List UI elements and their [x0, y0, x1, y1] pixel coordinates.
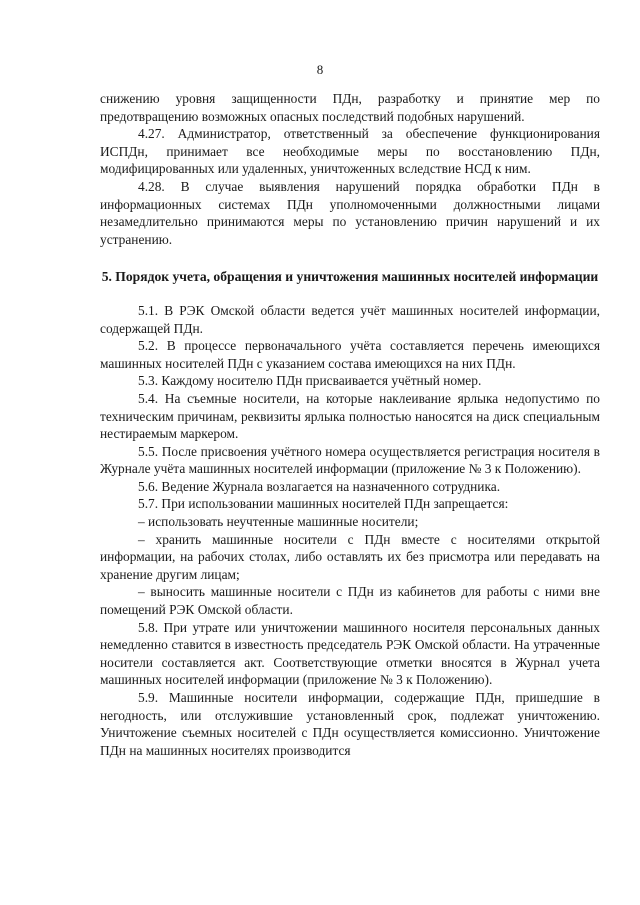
paragraph-5-1: 5.1. В РЭК Омской области ведется учёт машинных носителей информации, содержащей ПДн. [100, 302, 600, 336]
paragraph-5-4: 5.4. На съемные носители, на которые наклеивание ярлыка недопустимо по техническим причинам, реквизиты ярлыка полностью наносятся на диск специальным нестираемым маркером. [100, 390, 600, 442]
paragraph-5-9: 5.9. Машинные носители информации, содержащие ПДн, пришедшие в негодность, или отслужившие установленный срок, подлежат уничтожению. Уничтожение съемных носителей с ПДн осуществляется комиссионно. Уничтожение ПДн на машинных носителях производится [100, 690, 600, 758]
paragraph-5-3: 5.3. Каждому носителю ПДн присваивается учётный номер. [138, 373, 482, 389]
paragraph-5-7: 5.7. При использовании машинных носителей ПДн запрещается: [138, 496, 509, 512]
paragraph-4-28: 4.28. В случае выявления нарушений порядка обработки ПДн в информационных системах ПДн уполномоченными должностными лицами незамедлительно принимаются меры по установлению причин нарушений и их устранению. [100, 178, 600, 247]
section-heading: 5. Порядок учета, обращения и уничтожения машинных носителей информации [101, 269, 599, 285]
page-number: 8 [316, 62, 324, 77]
list-item-dash-1: – использовать неучтенные машинные носители; [138, 514, 419, 530]
paragraph-4-27: 4.27. Администратор, ответственный за обеспечение функционирования ИСПДн, принимает все необходимые меры по восстановлению ПДн, модифицированных или удаленных, уничтоженных вследствие НСД к ним. [100, 126, 600, 177]
list-item-dash-2: – хранить машинные носители с ПДн вместе с носителями открытой информации, на рабочих столах, либо оставлять их без присмотра или передавать на хранение другим лицам; [100, 531, 600, 582]
list-item-dash-3: – выносить машинные носители с ПДн из кабинетов для работы с ними вне помещений РЭК Омской области. [100, 584, 600, 618]
paragraph-5-8: 5.8. При утрате или уничтожении машинного носителя персональных данных немедленно ставится в известность председатель РЭК Омской области. На утраченные носители составляется акт. Соответствующие отметки вносятся в Журнал учета машинных носителей информации (приложение № 3 к Положению). [100, 619, 600, 688]
paragraph-5-2: 5.2. В процессе первоначального учёта составляется перечень имеющихся машинных носителей ПДн с указанием состава имеющихся на них ПДн. [100, 338, 600, 371]
paragraph-5-6: 5.6. Ведение Журнала возлагается на назначенного сотрудника. [138, 478, 501, 494]
page-body [100, 90, 600, 759]
paragraph-continuation: снижению уровня защищенности ПДн, разработку и принятие мер по предотвращению возможных опасных последствий подобных нарушений. [100, 91, 600, 124]
paragraph-5-5: 5.5. После присвоения учётного номера осуществляется регистрация носителя в Журнале учёта машинных носителей информации (приложение № 3 к Положению). [100, 443, 600, 477]
